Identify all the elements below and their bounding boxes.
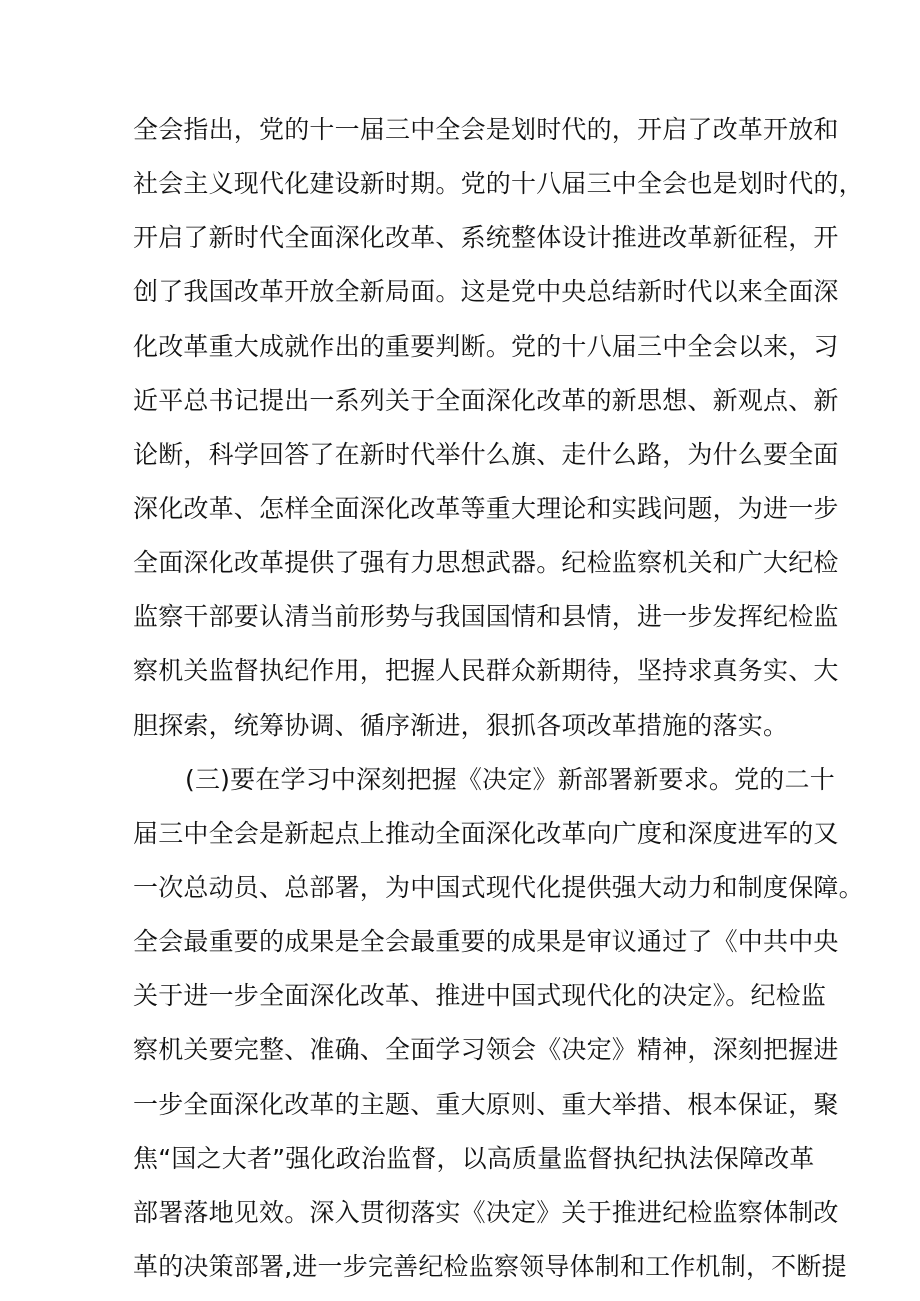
text-line: 全面深化改革提供了强有力思想武器。纪检监察机关和广大纪检 xyxy=(133,548,839,578)
text-line: 化改革重大成就作出的重要判断。党的十八届三中全会以来，习 xyxy=(133,331,839,361)
text-line: 革的决策部署,进一步完善纪检监察领导体制和工作机制，不断提 xyxy=(133,1251,847,1281)
text-line: 部署落地见效。深入贯彻落实《决定》关于推进纪检监察体制改 xyxy=(133,1197,839,1227)
text-line: 焦“国之大者”强化政治监督，以高质量监督执纪执法保障改革 xyxy=(133,1143,815,1173)
text-line: 深化改革、怎样全面深化改革等重大理论和实践问题，为进一步 xyxy=(133,493,839,523)
text-line: 监察干部要认清当前形势与我国国情和县情，进一步发挥纪检监 xyxy=(133,602,839,632)
text-line: 开启了新时代全面深化改革、系统整体设计推进改革新征程，开 xyxy=(133,223,839,253)
text-line: 全会最重要的成果是全会最重要的成果是审议通过了《中共中央 xyxy=(133,927,839,957)
text-line: 创了我国改革开放全新局面。这是党中央总结新时代以来全面深 xyxy=(133,277,839,307)
text-line: 近平总书记提出一系列关于全面深化改革的新思想、新观点、新 xyxy=(133,385,839,415)
text-line: 关于进一步全面深化改革、推进中国式现代化的决定》。纪检监 xyxy=(133,981,827,1011)
text-line: 一次总动员、总部署，为中国式现代化提供强大动力和制度保障。 xyxy=(133,872,864,902)
text-line: 一步全面深化改革的主题、重大原则、重大举措、根本保证，聚 xyxy=(133,1089,839,1119)
body-text xyxy=(133,103,864,1294)
text-line: 社会主义现代化建设新时期。党的十八届三中全会也是划时代的， xyxy=(133,169,864,199)
text-line: 全会指出，党的十一届三中全会是划时代的，开启了改革开放和 xyxy=(133,115,839,144)
text-line: 胆探索，统筹协调、循序渐进，狠抓各项改革措施的落实。 xyxy=(133,710,789,740)
section-heading-line: (三)要在学习中深刻把握《决定》新部署新要求。党的二十 xyxy=(185,764,835,794)
text-line: 察机关监督执纪作用，把握人民群众新期待，坚持求真务实、大 xyxy=(133,656,839,686)
text-line: 届三中全会是新起点上推动全面深化改革向广度和深度进军的又 xyxy=(133,818,839,848)
text-line: 论断，科学回答了在新时代举什么旗、走什么路，为什么要全面 xyxy=(133,439,839,469)
text-line: 察机关要完整、准确、全面学习领会《决定》精神，深刻把握进 xyxy=(133,1035,839,1065)
